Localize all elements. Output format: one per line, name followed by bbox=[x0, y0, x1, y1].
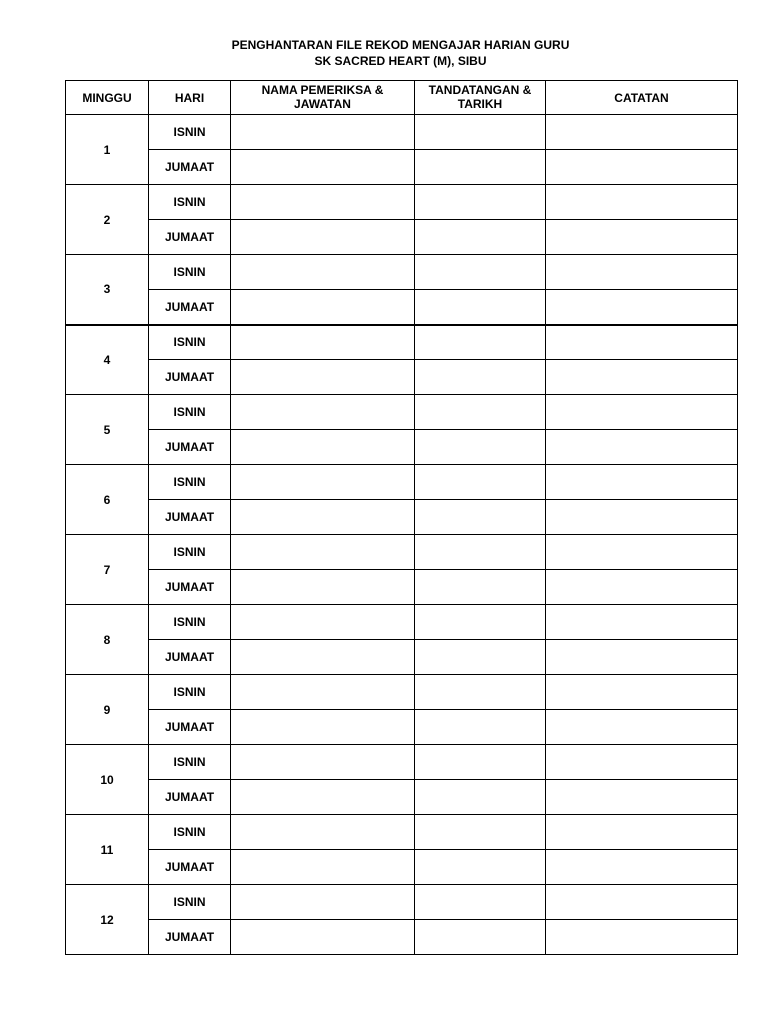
catatan-cell bbox=[546, 535, 738, 570]
tandatangan-cell bbox=[415, 745, 546, 780]
nama-pemeriksa-cell bbox=[231, 710, 415, 745]
table-row bbox=[66, 395, 738, 430]
week-number: 10 bbox=[66, 745, 149, 815]
header-nama-pemeriksa-text: NAMA PEMERIKSA & JAWATAN bbox=[261, 83, 384, 111]
catatan-cell bbox=[546, 780, 738, 815]
table-row bbox=[66, 920, 738, 955]
day-label: JUMAAT bbox=[149, 640, 231, 675]
table-row bbox=[66, 710, 738, 745]
nama-pemeriksa-cell bbox=[231, 570, 415, 605]
day-label: ISNIN bbox=[149, 395, 231, 430]
table-row bbox=[66, 675, 738, 710]
table-row bbox=[66, 115, 738, 150]
nama-pemeriksa-cell bbox=[231, 675, 415, 710]
table-row bbox=[66, 255, 738, 290]
day-label: JUMAAT bbox=[149, 290, 231, 325]
catatan-cell bbox=[546, 115, 738, 150]
nama-pemeriksa-cell bbox=[231, 850, 415, 885]
day-label: ISNIN bbox=[149, 325, 231, 360]
tandatangan-cell bbox=[415, 500, 546, 535]
day-label: JUMAAT bbox=[149, 710, 231, 745]
nama-pemeriksa-cell bbox=[231, 220, 415, 255]
table-row bbox=[66, 325, 738, 360]
week-number: 8 bbox=[66, 605, 149, 675]
nama-pemeriksa-cell bbox=[231, 640, 415, 675]
nama-pemeriksa-cell bbox=[231, 535, 415, 570]
day-label: ISNIN bbox=[149, 815, 231, 850]
tandatangan-cell bbox=[415, 885, 546, 920]
nama-pemeriksa-cell bbox=[231, 780, 415, 815]
document-title: PENGHANTARAN FILE REKOD MENGAJAR HARIAN GURU bbox=[231, 38, 570, 52]
table-row bbox=[66, 465, 738, 500]
catatan-cell bbox=[546, 150, 738, 185]
table-row bbox=[66, 290, 738, 325]
header-tandatangan bbox=[415, 81, 546, 115]
table-row bbox=[66, 815, 738, 850]
week-number: 3 bbox=[66, 255, 149, 325]
tandatangan-cell bbox=[415, 360, 546, 395]
catatan-cell bbox=[546, 500, 738, 535]
week-number: 1 bbox=[66, 115, 149, 185]
nama-pemeriksa-cell bbox=[231, 360, 415, 395]
teaching-record-table bbox=[65, 80, 738, 955]
catatan-cell bbox=[546, 325, 738, 360]
nama-pemeriksa-cell bbox=[231, 115, 415, 150]
catatan-cell bbox=[546, 465, 738, 500]
week-number: 2 bbox=[66, 185, 149, 255]
day-label: ISNIN bbox=[149, 885, 231, 920]
tandatangan-cell bbox=[415, 815, 546, 850]
catatan-cell bbox=[546, 675, 738, 710]
tandatangan-cell bbox=[415, 395, 546, 430]
day-label: ISNIN bbox=[149, 605, 231, 640]
catatan-cell bbox=[546, 710, 738, 745]
catatan-cell bbox=[546, 605, 738, 640]
week-number: 9 bbox=[66, 675, 149, 745]
table-row bbox=[66, 570, 738, 605]
day-label: JUMAAT bbox=[149, 430, 231, 465]
day-label: JUMAAT bbox=[149, 850, 231, 885]
table-row bbox=[66, 535, 738, 570]
nama-pemeriksa-cell bbox=[231, 255, 415, 290]
tandatangan-cell bbox=[415, 850, 546, 885]
tandatangan-cell bbox=[415, 220, 546, 255]
tandatangan-cell bbox=[415, 675, 546, 710]
tandatangan-cell bbox=[415, 535, 546, 570]
header-tandatangan-text: TANDATANGAN & TARIKH bbox=[428, 83, 532, 111]
nama-pemeriksa-cell bbox=[231, 745, 415, 780]
header-catatan: CATATAN bbox=[546, 81, 738, 115]
tandatangan-cell bbox=[415, 115, 546, 150]
catatan-cell bbox=[546, 570, 738, 605]
catatan-cell bbox=[546, 640, 738, 675]
table-row bbox=[66, 430, 738, 465]
tandatangan-cell bbox=[415, 255, 546, 290]
table-row bbox=[66, 605, 738, 640]
catatan-cell bbox=[546, 220, 738, 255]
day-label: JUMAAT bbox=[149, 570, 231, 605]
nama-pemeriksa-cell bbox=[231, 815, 415, 850]
nama-pemeriksa-cell bbox=[231, 325, 415, 360]
tandatangan-cell bbox=[415, 290, 546, 325]
header-row bbox=[66, 81, 738, 115]
catatan-cell bbox=[546, 430, 738, 465]
tandatangan-cell bbox=[415, 325, 546, 360]
day-label: JUMAAT bbox=[149, 500, 231, 535]
nama-pemeriksa-cell bbox=[231, 500, 415, 535]
table-row bbox=[66, 150, 738, 185]
day-label: ISNIN bbox=[149, 675, 231, 710]
table-body bbox=[66, 115, 738, 955]
day-label: ISNIN bbox=[149, 255, 231, 290]
tandatangan-cell bbox=[415, 710, 546, 745]
nama-pemeriksa-cell bbox=[231, 395, 415, 430]
nama-pemeriksa-cell bbox=[231, 465, 415, 500]
nama-pemeriksa-cell bbox=[231, 885, 415, 920]
header-hari: HARI bbox=[149, 81, 231, 115]
tandatangan-cell bbox=[415, 465, 546, 500]
catatan-cell bbox=[546, 850, 738, 885]
day-label: ISNIN bbox=[149, 535, 231, 570]
tandatangan-cell bbox=[415, 640, 546, 675]
table-row bbox=[66, 745, 738, 780]
header-minggu: MINGGU bbox=[66, 81, 149, 115]
catatan-cell bbox=[546, 395, 738, 430]
nama-pemeriksa-cell bbox=[231, 150, 415, 185]
catatan-cell bbox=[546, 815, 738, 850]
day-label: JUMAAT bbox=[149, 780, 231, 815]
header-nama-pemeriksa bbox=[231, 81, 415, 115]
catatan-cell bbox=[546, 290, 738, 325]
week-number: 11 bbox=[66, 815, 149, 885]
nama-pemeriksa-cell bbox=[231, 430, 415, 465]
day-label: ISNIN bbox=[149, 185, 231, 220]
day-label: ISNIN bbox=[149, 745, 231, 780]
week-number: 7 bbox=[66, 535, 149, 605]
table-row bbox=[66, 780, 738, 815]
nama-pemeriksa-cell bbox=[231, 185, 415, 220]
catatan-cell bbox=[546, 185, 738, 220]
nama-pemeriksa-cell bbox=[231, 605, 415, 640]
nama-pemeriksa-cell bbox=[231, 290, 415, 325]
tandatangan-cell bbox=[415, 920, 546, 955]
day-label: ISNIN bbox=[149, 115, 231, 150]
tandatangan-cell bbox=[415, 605, 546, 640]
catatan-cell bbox=[546, 885, 738, 920]
tandatangan-cell bbox=[415, 780, 546, 815]
tandatangan-cell bbox=[415, 570, 546, 605]
week-number: 4 bbox=[66, 325, 149, 395]
day-label: JUMAAT bbox=[149, 150, 231, 185]
table-row bbox=[66, 640, 738, 675]
catatan-cell bbox=[546, 360, 738, 395]
week-number: 6 bbox=[66, 465, 149, 535]
week-number: 12 bbox=[66, 885, 149, 955]
catatan-cell bbox=[546, 255, 738, 290]
week-number: 5 bbox=[66, 395, 149, 465]
catatan-cell bbox=[546, 745, 738, 780]
nama-pemeriksa-cell bbox=[231, 920, 415, 955]
table-row bbox=[66, 185, 738, 220]
day-label: JUMAAT bbox=[149, 920, 231, 955]
tandatangan-cell bbox=[415, 430, 546, 465]
table-row bbox=[66, 360, 738, 395]
table-row bbox=[66, 220, 738, 255]
table-row bbox=[66, 850, 738, 885]
day-label: JUMAAT bbox=[149, 360, 231, 395]
school-name: SK SACRED HEART (M), SIBU bbox=[314, 54, 487, 68]
day-label: ISNIN bbox=[149, 465, 231, 500]
day-label: JUMAAT bbox=[149, 220, 231, 255]
catatan-cell bbox=[546, 920, 738, 955]
tandatangan-cell bbox=[415, 150, 546, 185]
tandatangan-cell bbox=[415, 185, 546, 220]
table-row bbox=[66, 885, 738, 920]
table-row bbox=[66, 500, 738, 535]
